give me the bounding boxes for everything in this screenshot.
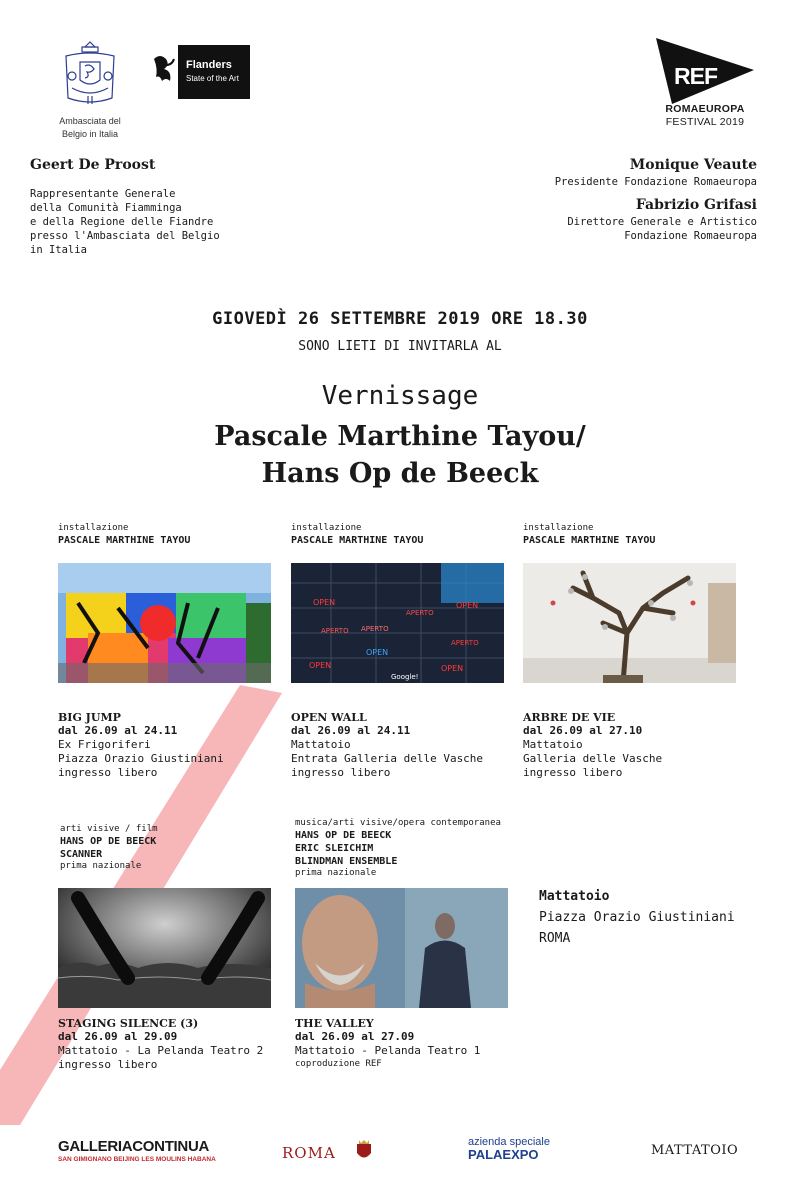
- ref-mark: REF: [674, 63, 717, 89]
- host-left-role-line: Rappresentante Generale: [30, 188, 176, 200]
- event-title: ARBRE DE VIE: [523, 711, 616, 724]
- roma-logo: [282, 1140, 373, 1162]
- palaexpo-logo: [468, 1136, 550, 1162]
- artists-heading-line-2: Hans Op de Beeck: [261, 458, 539, 489]
- belgium-coat-of-arms-icon: [58, 36, 122, 110]
- event-artist: PASCALE MARTHINE TAYOU: [58, 535, 191, 546]
- mattatoio-logo: MATTATOIO: [651, 1143, 739, 1158]
- host-left-role-line: in Italia: [30, 244, 87, 256]
- invite-line: SONO LIETI DI INVITARLA AL: [298, 339, 502, 354]
- event-artist: SCANNER: [60, 849, 103, 860]
- roma-crest-icon: [355, 1140, 373, 1162]
- event-dates: dal 26.09 al 24.11: [291, 724, 411, 737]
- event-category: installazione: [523, 523, 594, 533]
- event-location: Mattatoio: [523, 738, 583, 751]
- host-right-2-name: Fabrizio Grifasi: [635, 197, 757, 213]
- event-admission: ingresso libero: [58, 766, 158, 779]
- host-right-2-role-2: Fondazione Romaeuropa: [624, 230, 757, 242]
- venue-name: Mattatoio: [539, 889, 610, 904]
- neon-sign-open: OPEN: [441, 664, 464, 673]
- event-admission: ingresso libero: [523, 766, 623, 779]
- event-1-header: [58, 523, 278, 547]
- venue-city: ROMA: [539, 931, 571, 946]
- ref-name: ROMAEUROPA: [665, 103, 745, 115]
- photo-big-jump: [58, 563, 271, 683]
- event-title: BIG JUMP: [58, 711, 121, 724]
- event-artist: HANS OP DE BEECK: [60, 836, 157, 847]
- event-dates: dal 26.09 al 29.09: [58, 1030, 178, 1043]
- event-date-line: GIOVEDÌ 26 SETTEMBRE 2019 ORE 18.30: [212, 309, 588, 329]
- neon-sign-open: OPEN: [309, 661, 332, 670]
- event-1-details: [58, 711, 278, 780]
- event-coproduction: coproduzione REF: [295, 1059, 382, 1069]
- belgium-caption-line-1: Ambasciata del: [59, 116, 121, 126]
- neon-sign-open: OPEN: [456, 601, 479, 610]
- event-5-header: [295, 818, 535, 879]
- host-right-1-role: Presidente Fondazione Romaeuropa: [554, 176, 757, 188]
- host-right: [437, 157, 757, 243]
- event-location: Mattatoio: [291, 738, 351, 751]
- neon-sign-aperto: APERTO: [321, 627, 349, 635]
- event-location: Mattatoio - Pelanda Teatro 1: [295, 1044, 481, 1057]
- flanders-logo: [148, 45, 250, 99]
- event-dates: dal 26.09 al 24.11: [58, 724, 178, 737]
- event-note: prima nazionale: [295, 868, 377, 878]
- event-artist: HANS OP DE BEECK: [295, 830, 392, 841]
- event-2-details: [291, 711, 511, 780]
- palaexpo-subtitle: azienda speciale: [468, 1136, 550, 1148]
- event-artist: BLINDMAN ENSEMBLE: [295, 856, 398, 867]
- romaeuropa-festival-logo: [650, 36, 760, 134]
- flanders-lion-icon: [148, 45, 178, 99]
- event-address: Galleria delle Vasche: [523, 752, 663, 765]
- event-address: Piazza Orazio Giustiniani: [58, 752, 224, 765]
- event-title: THE VALLEY: [295, 1017, 374, 1030]
- event-category: installazione: [58, 523, 129, 533]
- event-location: Mattatoio - La Pelanda Teatro 2: [58, 1044, 264, 1057]
- event-category: arti visive / film: [60, 824, 158, 834]
- photo-open-wall: [291, 563, 504, 683]
- host-right-2-role-1: Direttore Generale e Artistico: [567, 216, 757, 228]
- event-3-header: [523, 523, 743, 547]
- palaexpo-name: PALAEXPO: [468, 1147, 539, 1162]
- event-dates: dal 26.09 al 27.09: [295, 1030, 415, 1043]
- event-4-details: [58, 1017, 278, 1072]
- event-artist: PASCALE MARTHINE TAYOU: [291, 535, 424, 546]
- venue-address: Piazza Orazio Giustiniani: [539, 910, 735, 925]
- event-title: STAGING SILENCE (3): [58, 1017, 199, 1030]
- photo-staging-silence: [58, 888, 271, 1008]
- event-artist: PASCALE MARTHINE TAYOU: [523, 535, 656, 546]
- galleria-continua-logo: [58, 1138, 216, 1163]
- venue-block: [539, 887, 779, 949]
- neon-sign-aperto: APERTO: [406, 609, 434, 617]
- host-left-role: [30, 187, 330, 257]
- event-4-header: [60, 824, 280, 872]
- belgium-caption-line-2: Belgio in Italia: [61, 129, 119, 139]
- event-5-details: [295, 1017, 535, 1070]
- roma-name: ROMA: [282, 1144, 336, 1162]
- event-dates: dal 26.09 al 27.10: [523, 724, 643, 737]
- host-left-name: Geert De Proost: [30, 157, 156, 173]
- ref-year: FESTIVAL 2019: [665, 116, 745, 128]
- galleria-cities: SAN GIMIGNANO BEIJING LES MOULINS HABANA: [58, 1156, 216, 1163]
- belgium-embassy-logo: [40, 36, 140, 140]
- event-category: installazione: [291, 523, 362, 533]
- event-type-heading: Vernissage: [321, 381, 479, 411]
- photo-arbre-de-vie: [523, 563, 736, 683]
- event-address: Entrata Galleria delle Vasche: [291, 752, 484, 765]
- artists-heading-line-1: Pascale Marthine Tayou/: [214, 421, 586, 452]
- neon-sign-open: OPEN: [366, 648, 389, 657]
- neon-sign-google: Google!: [391, 673, 419, 681]
- event-2-header: [291, 523, 511, 547]
- host-left-role-line: della Comunità Fiamminga: [30, 202, 182, 214]
- neon-sign-aperto: APERTO: [451, 639, 479, 647]
- event-title: OPEN WALL: [291, 711, 367, 724]
- event-category: musica/arti visive/opera contemporanea: [295, 818, 501, 828]
- event-admission: ingresso libero: [58, 1058, 158, 1071]
- host-left: [30, 157, 330, 257]
- event-admission: ingresso libero: [291, 766, 391, 779]
- galleria-name: GALLERIACONTINUA: [58, 1138, 210, 1155]
- host-left-role-line: e della Regione delle Fiandre: [30, 216, 214, 228]
- host-right-1-name: Monique Veaute: [629, 157, 757, 173]
- event-location: Ex Frigoriferi: [58, 738, 151, 751]
- neon-sign-open: OPEN: [313, 598, 336, 607]
- flanders-tagline: State of the Art: [186, 74, 239, 83]
- event-3-details: [523, 711, 743, 780]
- event-note: prima nazionale: [60, 861, 142, 871]
- neon-sign-aperto: APERTO: [361, 625, 389, 633]
- photo-the-valley: [295, 888, 508, 1008]
- host-left-role-line: presso l'Ambasciata del Belgio: [30, 230, 220, 242]
- flanders-name: Flanders: [186, 59, 232, 71]
- event-artist: ERIC SLEICHIM: [295, 843, 374, 854]
